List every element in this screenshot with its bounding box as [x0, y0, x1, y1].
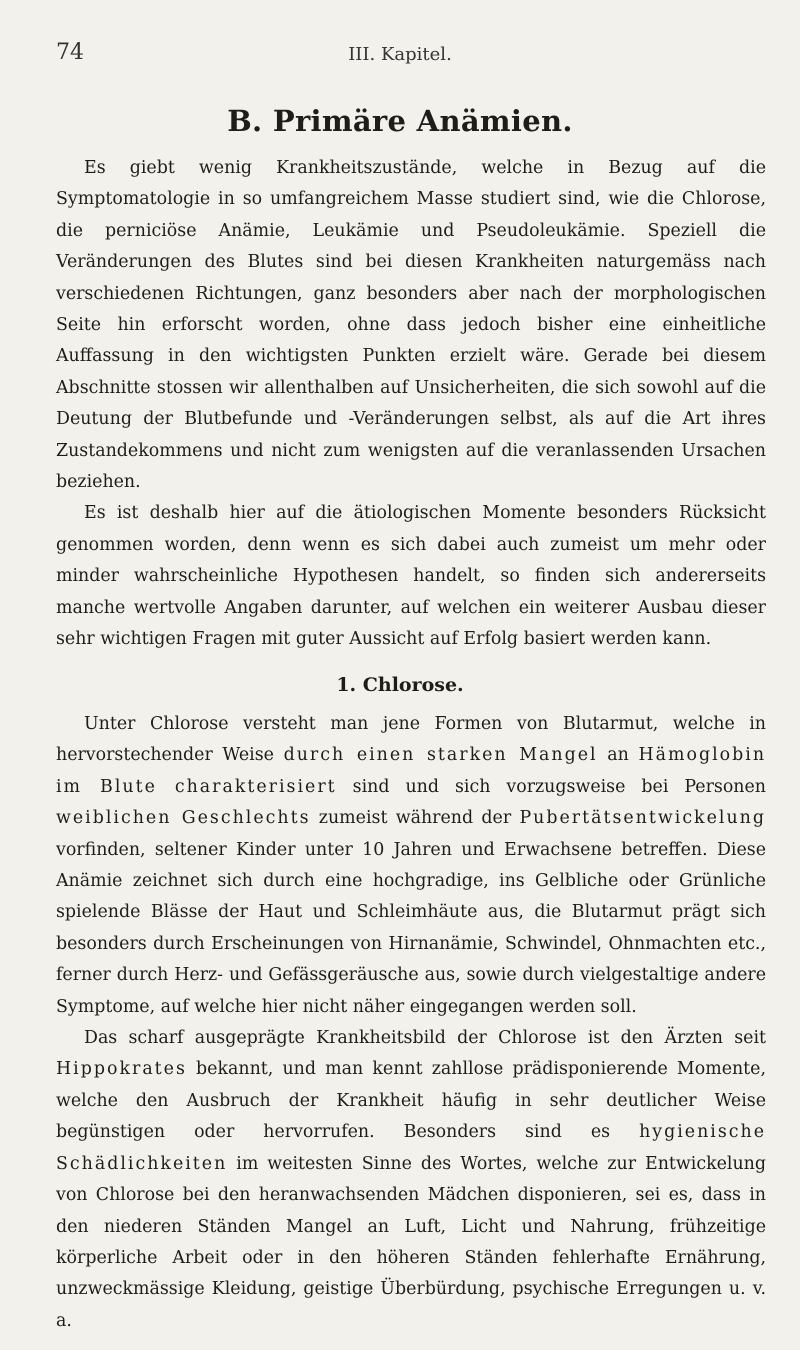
text-run: Unter Chlorose versteht man jene Formen von Blutarmut, welche in hervorstechender Weise — [56, 714, 766, 766]
paragraph — [56, 1023, 766, 1337]
emphasized-text: Pubertätsentwickelung — [519, 808, 766, 829]
subsection-title: 1. Chlorose. — [336, 674, 464, 696]
intro-text — [56, 153, 766, 656]
emphasized-text: Hämoglobin im Blute charakterisiert — [56, 745, 767, 797]
paragraph: Es giebt wenig Krankheitszustände, welche in Bezug auf die Symptomatologie in so umfangreichem Masse studiert sind, wie die Chlorose, die perniciöse Anämie, Leukämie und Pseudoleukämie. Speziell die Veränderungen des Blutes sind bei diesen Krankheiten naturgemäss nach verschiedenen Richtungen, ganz besonders aber nach der morphologischen Seite hin erforscht worden, ohne dass jedoch bisher eine einheitliche Auffassung in den wichtigsten Punkten erzielt wäre. Gerade bei diesem Abschnitte stossen wir allenthalben auf Unsicherheiten, die sich sowohl auf die Deutung der Blutbefunde und -Veränderungen selbst, als auf die Art ihres Zustandekommens und nicht zum wenigsten auf die veranlassenden Ursachen beziehen. — [56, 158, 766, 493]
chlorose-text — [56, 709, 766, 1337]
text-run: zumeist während der — [310, 808, 520, 829]
text-run: an — [597, 745, 639, 766]
section-title: B. Primäre Anämien. — [227, 104, 573, 138]
text-run: sind und sich vorzugsweise bei Personen — [336, 776, 766, 797]
emphasized-text: hygienische Schädlichkeiten — [56, 1122, 766, 1174]
text-run: bekannt, und man kennt zahllose prädisponierende Momente, welche den Ausbruch der Krankheit häufig in sehr deutlicher Weise begünstigen oder hervorrufen. Besonders sind es — [56, 1059, 766, 1143]
paragraph — [56, 709, 766, 1023]
emphasized-text: durch einen starken Mangel — [283, 745, 598, 766]
text-run: Das scharf ausgeprägte Krankheitsbild der Chlorose ist den Ärzten seit — [84, 1028, 766, 1049]
text-run: im weitesten Sinne des Wortes, welche zur Entwickelung von Chlorose bei den heranwachsenden Mädchen disponieren, sei es, dass in den niederen Ständen Mangel an Luft, Licht und Nahrung, frühzeitige körperliche Arbeit oder in den höheren Ständen fehlerhafte Ernährung, unzweckmässige Kleidung, geistige Überbürdung, psychische Erregungen u. v. a. — [56, 1153, 766, 1331]
emphasized-text: weiblichen Geschlechts — [56, 808, 311, 829]
page-number: 74 — [56, 40, 84, 65]
running-head: III. Kapitel. — [348, 44, 452, 65]
emphasized-text: Hippokrates — [56, 1059, 187, 1080]
text-run: vorfinden, seltener Kinder unter 10 Jahren und Erwachsene betreffen. Diese Anämie zeichnet sich durch eine hochgradige, ins Gelbliche oder Grünliche spielende Blässe der Haut und Schleimhäute aus, die Blutarmut prägt sich besonders durch Erscheinungen von Hirnanämie, Schwindel, Ohnmachten etc., ferner durch Herz- und Gefässgeräusche aus, sowie durch vielgestaltige andere Symptome, auf welche hier nicht näher eingegangen werden soll. — [56, 839, 766, 1017]
paragraph: Es ist deshalb hier auf die ätiologischen Momente besonders Rücksicht genommen worden, denn wenn es sich dabei auch zumeist um mehr oder minder wahrscheinliche Hypothesen handelt, so finden sich andererseits manche wertvolle Angaben darunter, auf welchen ein weiterer Ausbau dieser sehr wichtigen Fragen mit guter Aussicht auf Erfolg basiert werden kann. — [56, 503, 766, 650]
